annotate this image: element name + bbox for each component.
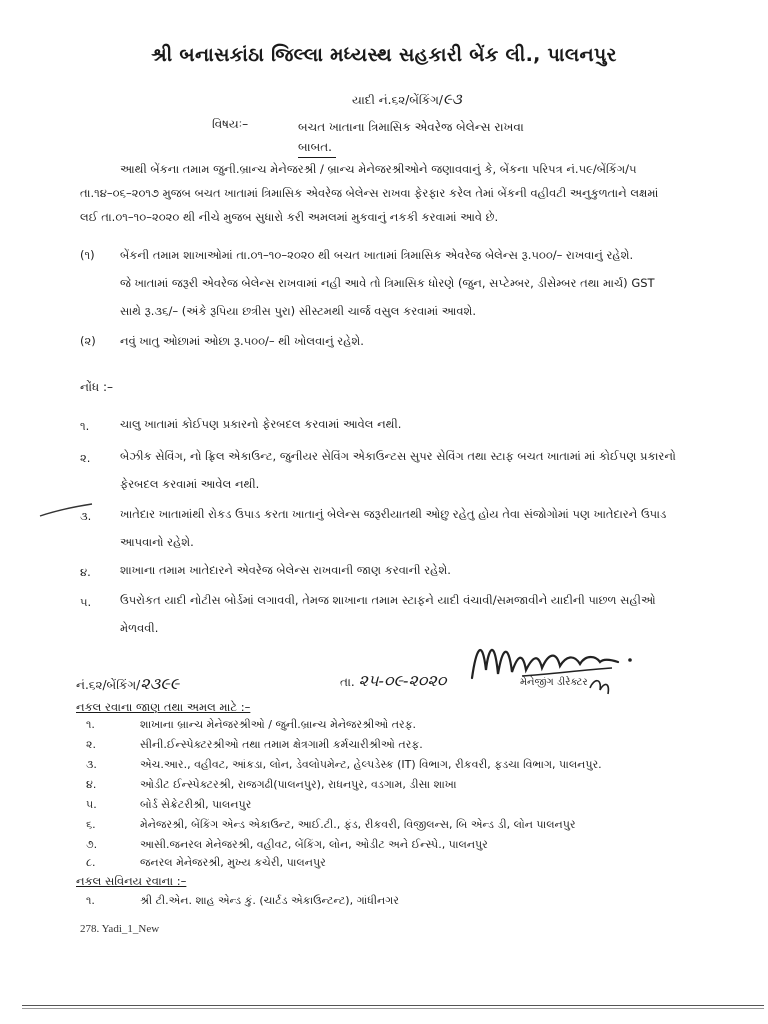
copy-courtesy-item: શ્રી ટી.એન. શાહ એન્ડ કું. (ચાર્ટડ એકાઉન્ટન્ટ), ગાંધીનગર xyxy=(140,894,399,907)
copy-action-heading: નકલ રવાના જાણ તથા અમલ માટે :– xyxy=(76,700,251,714)
footer-reference-prefix: નં.૬૨/બેંકિંગ/ xyxy=(76,678,141,692)
footer-date xyxy=(340,671,446,691)
bottom-rule xyxy=(22,1005,764,1006)
notes-heading: નોંધ :– xyxy=(80,380,113,394)
note-1-line-1: ચાલુ ખાતામાં કોઈપણ પ્રકારનો ફેરબદલ કરવામાં આવેલ નથી. xyxy=(120,417,402,431)
point-number-2: (૨) xyxy=(80,334,96,348)
note-5-line-1: ઉપરોકત યાદી નોટીસ બોર્ડમાં લગાવવી, તેમજ શાખાના તમામ સ્ટાફને યાદી વંચાવી/સમજાવીને યાદીની પાછળ સહીઓ xyxy=(120,593,656,607)
point-1-line-3: સાથે રૂ.૩૬/– (અંકે રૂપિયા છત્રીસ પુરા) સીસ્ટમથી ચાર્જ વસુલ કરવામાં આવશે. xyxy=(120,304,477,318)
subject-label: વિષયઃ– xyxy=(212,117,249,131)
note-5-line-2: મેળવવી. xyxy=(120,621,159,635)
copy-action-item: સીની.ઈન્સ્પેક્ટરશ્રીઓ તથા તમામ ક્ષેત્રગામી કર્મચારીશ્રીઓ તરફ. xyxy=(140,738,423,751)
document-tag: 278. Yadi_1_New xyxy=(80,923,160,935)
point-2-line-1: નવું ખાતુ ઓછામાં ઓછા રૂ.૫૦૦/– થી ખોલવાનું રહેશે. xyxy=(120,334,364,348)
copy-action-num: ૪. xyxy=(86,778,97,791)
bank-title: શ્રી બનાસકાંઠા જિલ્લા મધ્યસ્થ સહકારી બેંક લી., પાલનપુર xyxy=(151,44,617,66)
copy-action-item: જનરલ મેનેજરશ્રી, મુખ્ય કચેરી, પાલનપુર xyxy=(140,856,326,869)
note-4-line-1: શાખાના તમામ ખાતેદારને એવરેજ બેલેન્સ રાખવાની જાણ કરવાની રહેશે. xyxy=(120,563,451,577)
copy-action-item: ઓડીટ ઈન્સ્પેક્ટરશ્રી, રાજગઢી(પાલનપુર), રાધનપુર, વડગામ, ડીસા શાખા xyxy=(140,778,457,791)
signature-icon xyxy=(462,630,642,710)
footer-reference-handwritten: ૨૩૯૯ xyxy=(140,674,180,693)
point-1-line-1: બેંકની તમામ શાખાઓમાં તા.૦૧–૧૦–૨૦૨૦ થી બચત ખાતામાં ત્રિમાસિક એવરેજ બેલેન્સ રૂ.૫૦૦/– રાખવાનું રહેશે. xyxy=(120,248,634,262)
note-number-2: ૨. xyxy=(80,451,91,465)
reference-number xyxy=(352,90,462,108)
subject-line-2: બાબત. xyxy=(298,137,336,158)
intro-line-1: આથી બેંકના તમામ જુની.બ્રાન્ચ મેનેજરશ્રી / બ્રાન્ચ મેનેજરશ્રીઓને જણાવવાનું કે, બેંકના પરિપત્ર નં.૫૯/બેંકિંગ/૫ xyxy=(120,162,637,176)
copy-action-num: ૧. xyxy=(86,718,95,731)
copy-action-item: બોર્ડ સેક્રેટરીશ્રી, પાલનપુર xyxy=(140,798,252,811)
pen-mark-icon xyxy=(38,500,94,520)
copy-action-num: ૮. xyxy=(86,856,96,869)
note-number-3: ૩. xyxy=(80,509,92,523)
point-1-line-2: જે ખાતામાં જરૂરી એવરેજ બેલેન્સ રાખવામાં નહી આવે તો ત્રિમાસિક ધોરણે (જુન, સપ્ટેમ્બર, ડીસેમ્બર તથા માર્ચ) GST xyxy=(120,276,655,290)
copy-courtesy-num: ૧. xyxy=(86,894,95,907)
note-number-4: ૪. xyxy=(80,565,91,579)
footer-date-handwritten: ૨૫-૦૯-૨૦૨૦ xyxy=(358,671,447,690)
subject-text xyxy=(298,117,524,158)
bottom-rule-shadow xyxy=(22,1008,764,1009)
note-3-line-2: આપવાનો રહેશે. xyxy=(120,535,194,549)
note-2-line-1: બેઝીક સેવિંગ, નો ફ્રિલ એકાઉન્ટ, જુનીયર સેવિંગ એકાઉન્ટસ સુપર સેવિંગ તથા સ્ટાફ બચત ખાતામાં માં કોઈપણ પ્રકારનો xyxy=(120,449,676,463)
point-number-1: (૧) xyxy=(80,248,95,262)
note-number-5: ૫. xyxy=(80,595,92,609)
copy-action-item: આસી.જનરલ મેનેજરશ્રી, વહીવટ, બેંકિંગ, લોન, ઓડીટ અને ઈન્સ્પે., પાલનપુર xyxy=(140,838,488,851)
copy-action-num: ૫. xyxy=(86,798,97,811)
copy-action-num: ૭. xyxy=(86,838,98,851)
copy-action-item: મેનેજરશ્રી, બેંકિંગ એન્ડ એકાઉન્ટ, આઈ.ટી., ફંડ, રીકવરી, વિજીલન્સ, બિ એન્ડ ડી, લોન પાલનપુર xyxy=(140,818,576,831)
copy-action-num: ૩. xyxy=(86,758,97,771)
note-3-line-1: ખાતેદાર ખાતામાંથી રોકડ ઉપાડ કરતા ખાતાનું બેલેન્સ જરૂરીયાતથી ઓછુ રહેતુ હોય તેવા સંજોગોમાં પણ ખાતેદારને ઉપાડ xyxy=(120,507,667,521)
note-2-line-2: ફેરબદલ કરવામાં આવેલ નથી. xyxy=(120,477,260,491)
copy-courtesy-heading: નકલ સવિનય રવાના :– xyxy=(76,874,187,888)
reference-handwritten: ૯૩ xyxy=(442,90,462,108)
copy-action-num: ૬. xyxy=(86,818,96,831)
copy-action-item: શાખાના બ્રાન્ચ મેનેજરશ્રીઓ / જુની.બ્રાન્ચ મેનેજરશ્રીઓ તરફ. xyxy=(140,718,417,731)
copy-action-item: એચ.આર., વહીવટ, આંકડા, લોન, ડેવલોપમેન્ટ, હેલ્પડેસ્ક (IT) વિભાગ, રીકવરી, ફડચા વિભાગ, પાલનપુર. xyxy=(140,758,602,771)
reference-prefix: યાદી નં.૬૨/બેંકિંગ/ xyxy=(352,93,443,107)
footer-reference xyxy=(76,674,179,694)
designation: મેનેજીંગ ડીરેક્ટર xyxy=(520,677,588,688)
intro-line-2: તા.૧૪–૦૬–૨૦૧૭ મુજબ બચત ખાતામાં ત્રિમાસિક એવરેજ બેલેન્સ રાખવા ફેરફાર કરેલ તેમાં બેંકની વહીવટી અનુકુળતાને લક્ષમાં xyxy=(80,186,659,200)
footer-date-prefix: તા. xyxy=(340,675,355,689)
intro-line-3: લઈ તા.૦૧–૧૦–૨૦૨૦ થી નીચે મુજબ સુધારો કરી અમલમાં મુકવાનું નકકી કરવામાં આવે છે. xyxy=(80,210,499,224)
copy-action-num: ૨. xyxy=(86,738,96,751)
subject-line-1: બચત ખાતાના ત્રિમાસિક એવરેજ બેલેન્સ રાખવા xyxy=(298,120,524,134)
note-number-1: ૧. xyxy=(80,419,90,433)
